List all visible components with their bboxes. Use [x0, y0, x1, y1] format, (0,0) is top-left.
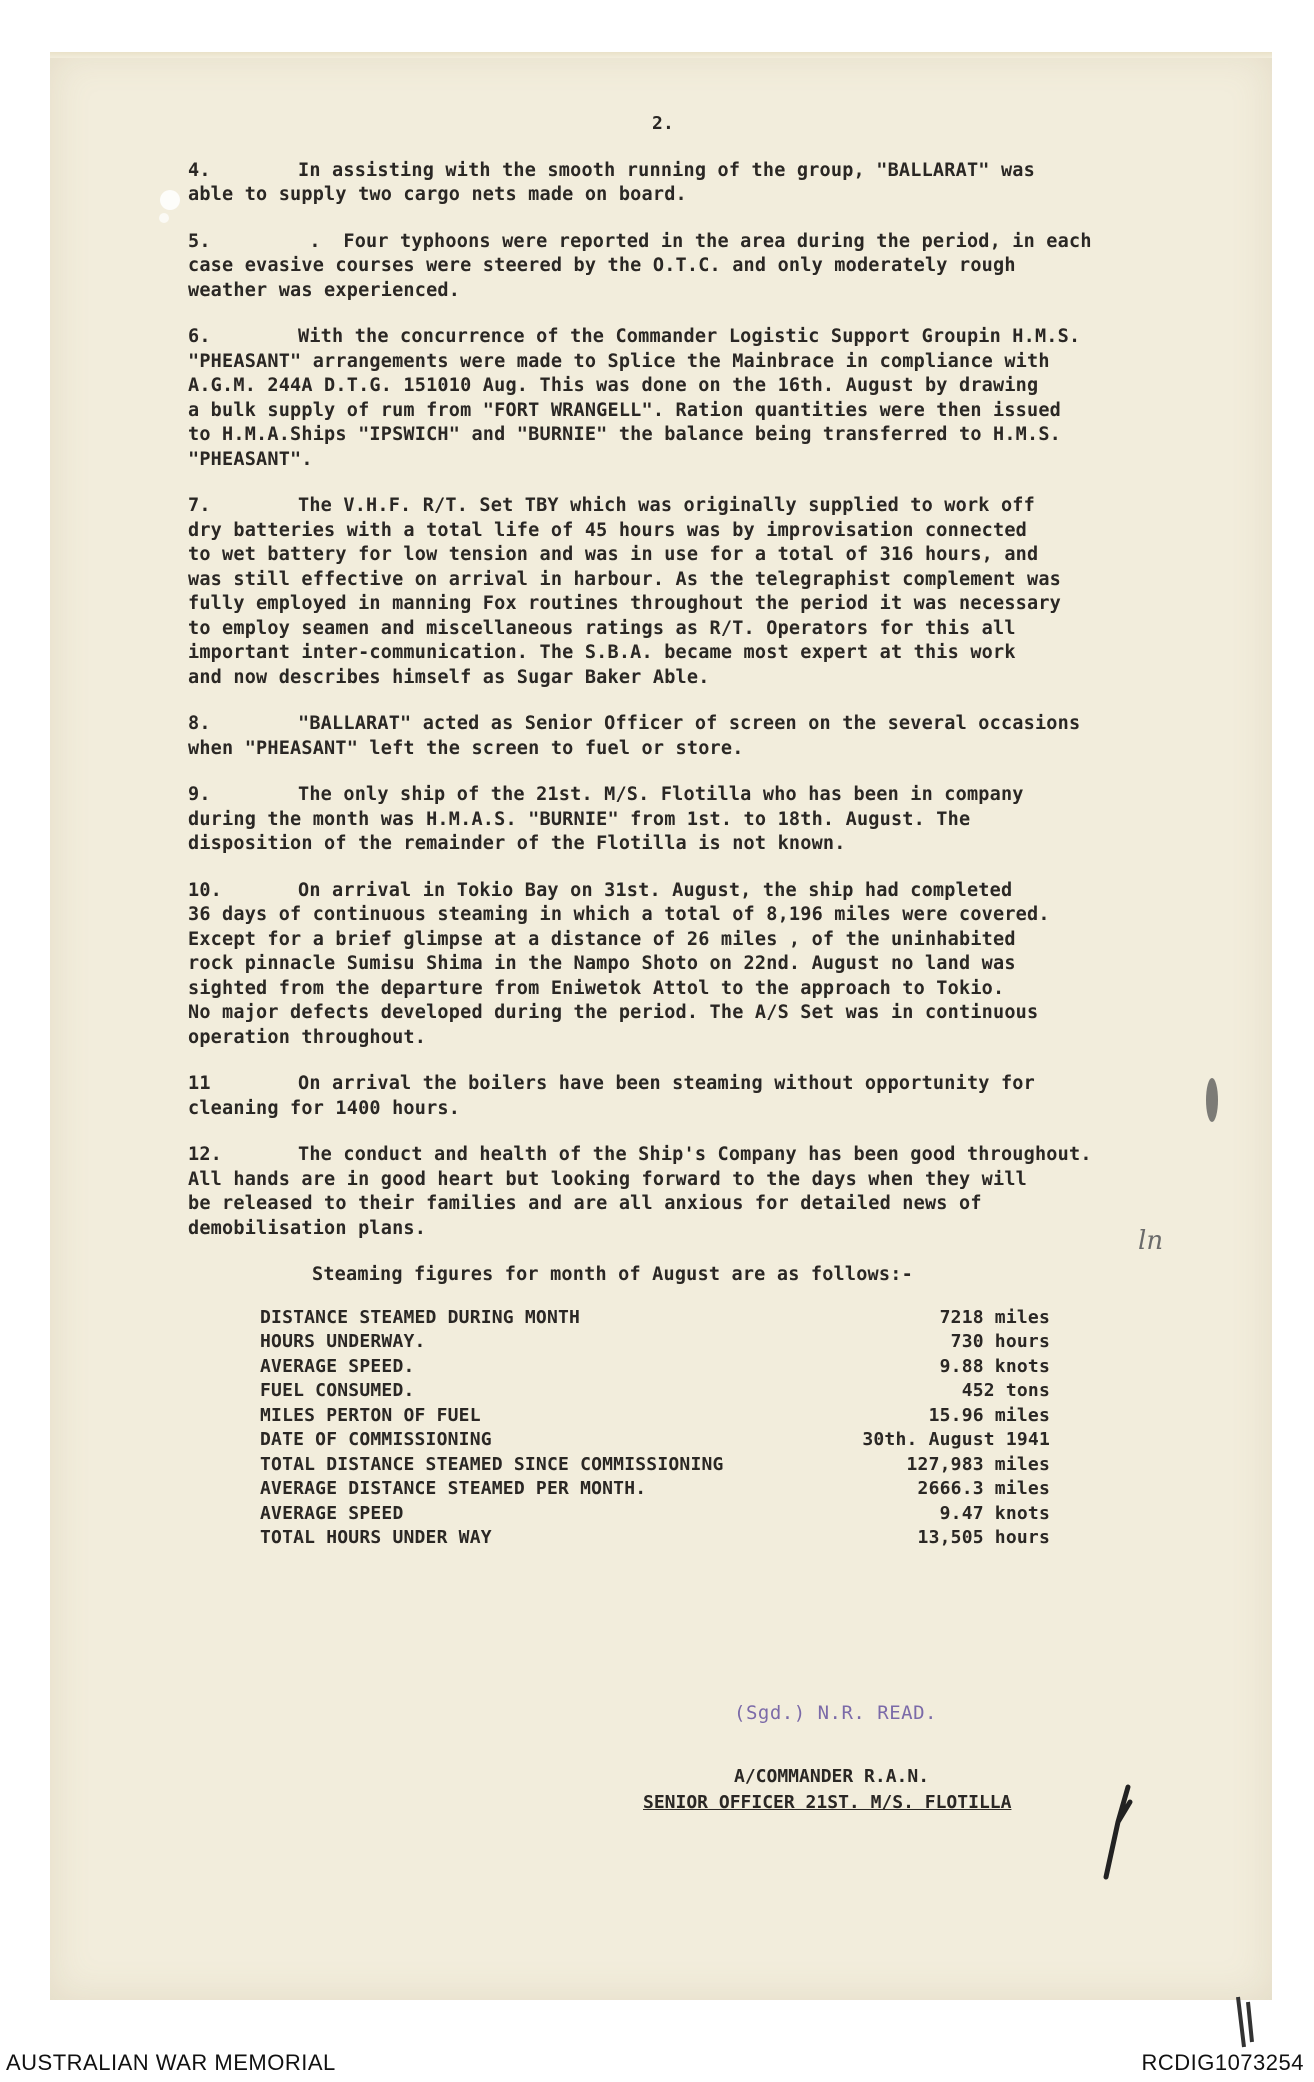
paragraph: [188, 1072, 1138, 1121]
steaming-value: 452 tons: [961, 1380, 1050, 1401]
paragraph-text: The only ship of the 21st. M/S. Flotilla who has been in company during the month was H.M.A.S. "BURNIE" from 1st. to 18th. August. The disposition of the remainder of the Flotilla is not known.: [188, 784, 1024, 854]
paragraph-text: With the concurrence of the Commander Logistic Support Groupin H.M.S. "PHEASANT" arrangements were made to Splice the Mainbrace in compliance with A.G.M. 244A D.T.G. 151010 Aug. This was done on the 16th. August by drawing a bulk supply of rum from "FORT WRANGELL". Ration quantities were then issued to H.M.A.Ships "IPSWICH" and "BURNIE" the balance being transferred to H.M.S. "PHEASANT".: [188, 326, 1081, 470]
steaming-label: DISTANCE STEAMED DURING MONTH: [260, 1306, 581, 1328]
margin-initial: ln: [1138, 1226, 1164, 1256]
paragraph: [188, 783, 1138, 857]
steaming-label: HOURS UNDERWAY.: [260, 1331, 426, 1352]
steaming-label: TOTAL DISTANCE STEAMED SINCE COMMISSIONING: [260, 1453, 724, 1475]
table-row: [260, 1306, 1050, 1331]
steaming-label: TOTAL HOURS UNDER WAY: [260, 1527, 492, 1548]
paragraph: [188, 1143, 1138, 1241]
paragraph-number: 6.: [188, 326, 211, 347]
paragraph: [188, 159, 1138, 208]
steaming-label: AVERAGE SPEED.: [260, 1355, 415, 1377]
footer-record-id: RCDIG1073254: [1141, 2050, 1304, 2075]
table-row: [260, 1379, 1050, 1404]
ink-smudge-mark: [1200, 1070, 1224, 1130]
steaming-label: FUEL CONSUMED.: [260, 1380, 415, 1401]
paragraph-number: 4.: [188, 159, 211, 181]
paragraph: [188, 494, 1138, 690]
paragraph-number: 8.: [188, 713, 211, 734]
paragraph-number: 7.: [188, 495, 211, 516]
steaming-figures-table: [260, 1306, 1050, 1551]
paragraph-list: [188, 159, 1138, 1242]
steaming-value: 2666.3 miles: [917, 1478, 1050, 1499]
footer-source: AUSTRALIAN WAR MEMORIAL: [6, 2050, 336, 2075]
table-row: [260, 1502, 1050, 1527]
steaming-label: AVERAGE SPEED: [260, 1502, 404, 1524]
steaming-value: 9.88 knots: [939, 1355, 1050, 1377]
page-number: 2.: [651, 113, 675, 134]
steaming-value: 13,505 hours: [917, 1527, 1050, 1548]
steaming-label: AVERAGE DISTANCE STEAMED PER MONTH.: [260, 1478, 647, 1499]
table-row: [260, 1477, 1050, 1502]
paragraph-text: On arrival in Tokio Bay on 31st. August, the ship had completed 36 days of continuous steaming in which a total of 8,196 miles were covered. Except for a brief glimpse at a distance of 26 miles , of the uninhabited rock pinnacle Sumisu Shima in the Nampo Shoto on 22nd. August no land was sighted from the departure from Eniwetok Attol to the approach to Tokio. No major defects developed during the period. The A/S Set was in continuous operation throughout.: [188, 879, 1050, 1048]
paragraph-text: The V.H.F. R/T. Set TBY which was originally supplied to work off dry batteries with a total life of 45 hours was by improvisation connected to wet battery for low tension and was in use for a total of 316 hours, and was still effective on arrival in harbour. As the telegraphist complement was fully employed in manning Fox routines throughout the period it was necessary to employ seamen and miscellaneous ratings as R/T. Operators for this all important inter-communication. The S.B.A. became most expert at this work and now describes himself as Sugar Baker Able.: [188, 495, 1062, 688]
table-row: [260, 1404, 1050, 1429]
table-row: [260, 1428, 1050, 1453]
paragraph-text: In assisting with the smooth running of the group, "BALLARAT" was able to supply two cargo nets made on board.: [188, 159, 1035, 205]
steaming-value: 30th. August 1941: [862, 1429, 1050, 1450]
document-body: [188, 112, 1138, 1551]
signatory-rank: A/COMMANDER R.A.N.: [734, 1766, 930, 1787]
paragraph-text: . Four typhoons were reported in the area during the period, in each case evasive courses were steered by the O.T.C. and only moderately rough weather was experienced.: [188, 230, 1092, 301]
steaming-value: 127,983 miles: [906, 1453, 1050, 1475]
signed-name-stamp: (Sgd.) N.R. READ.: [734, 1702, 937, 1724]
steaming-intro: Steaming figures for month of August are as follows:-: [312, 1264, 913, 1285]
table-row: [260, 1355, 1050, 1380]
steaming-value: 15.96 miles: [928, 1404, 1050, 1426]
paragraph: [188, 879, 1138, 1051]
paragraph-text: "BALLARAT" acted as Senior Officer of screen on the several occasions when "PHEASANT" left the screen to fuel or store.: [188, 713, 1081, 759]
paragraph: [188, 712, 1138, 761]
steaming-label: MILES PERTON OF FUEL: [260, 1404, 481, 1426]
steaming-value: 7218 miles: [939, 1306, 1050, 1328]
paragraph-text: The conduct and health of the Ship's Company has been good throughout. All hands are in good heart but looking forward to the days when they will be released to their families and are all anxious for detailed news of demobilisation plans.: [188, 1144, 1092, 1239]
table-row: [260, 1453, 1050, 1478]
table-row: [260, 1526, 1050, 1551]
paragraph-number: 10.: [188, 879, 223, 901]
paragraph-number: 5.: [188, 230, 211, 252]
paragraph: [188, 230, 1138, 304]
signature-scribble: [1088, 1782, 1148, 1882]
paragraph-number: 9.: [188, 784, 211, 805]
table-row: [260, 1330, 1050, 1355]
steaming-label: DATE OF COMMISSIONING: [260, 1429, 492, 1450]
steaming-value: 9.47 knots: [939, 1502, 1050, 1524]
steaming-value: 730 hours: [950, 1331, 1050, 1352]
paper-stain-mark: [150, 182, 190, 242]
paragraph-text: On arrival the boilers have been steaming without opportunity for cleaning for 1400 hours.: [188, 1073, 1035, 1119]
paragraph-number: 12.: [188, 1144, 223, 1165]
paragraph-number: 11: [188, 1073, 211, 1094]
signatory-office: SENIOR OFFICER 21ST. M/S. FLOTILLA: [643, 1792, 1012, 1813]
corner-mark: [1230, 1992, 1260, 2052]
paragraph: [188, 325, 1138, 472]
